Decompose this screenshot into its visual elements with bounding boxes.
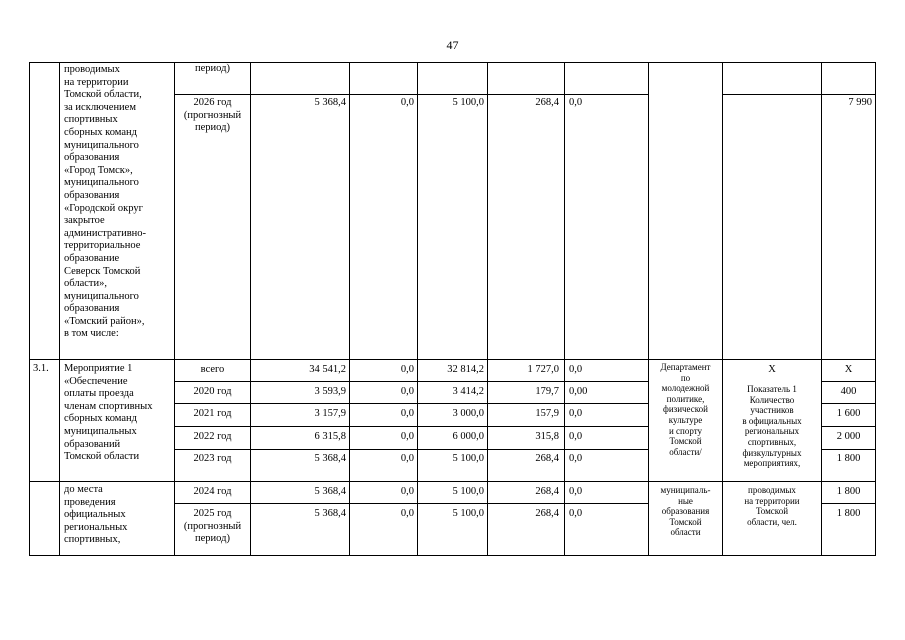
- grid-line: [174, 503, 648, 504]
- regional-cell: 3 000,0: [452, 408, 484, 419]
- indicator-value-cell: 1 600: [836, 408, 861, 419]
- grid-line: [821, 426, 876, 427]
- grid-line: [29, 359, 876, 360]
- measure-name: проводимых на территории Томской области, за исключением спортивных сборных команд муниципального образования «Город Томск», муниципального образования «Городской округ закрытое административно- территориальное образование Северск Томской области», муниципального образования «Томский район», в том числе:: [64, 64, 147, 340]
- extra-cell: 0,0: [569, 453, 583, 464]
- regional-cell: 5 100,0: [452, 486, 484, 497]
- period-cell: всего: [200, 364, 225, 375]
- grid-line: [174, 381, 648, 382]
- page-number: 47: [446, 38, 459, 52]
- grid-line: [821, 503, 876, 504]
- indicator-value-cell: Х: [844, 364, 853, 375]
- indicator-value-cell: 400: [840, 386, 857, 397]
- extra-cell: 0,0: [569, 408, 583, 419]
- regional-cell: 5 100,0: [452, 97, 484, 108]
- indicator-description: Показатель 1 Количество участников в официальных региональных спортивных, физкультурных мероприятиях,: [742, 384, 802, 469]
- local-cell: 179,7: [535, 386, 559, 397]
- local-cell: 268,4: [535, 453, 559, 464]
- indicator-value-cell: 1 800: [836, 453, 861, 464]
- local-cell: 315,8: [535, 431, 559, 442]
- executor-cell: муниципаль- ные образования Томской области: [660, 485, 711, 538]
- period-cell: 2020 год: [193, 386, 232, 397]
- row-number: 3.1.: [33, 363, 49, 374]
- local-cell: 157,9: [535, 408, 559, 419]
- measure-name: Мероприятие 1 «Обеспечение оплаты проезда членам спортивных сборных команд муниципальных образований Томской области: [64, 363, 153, 463]
- local-cell: 268,4: [535, 508, 559, 519]
- local-cell: 268,4: [535, 97, 559, 108]
- grid-line: [29, 62, 876, 63]
- extra-cell: 0,0: [569, 97, 583, 108]
- total-cell: 5 368,4: [314, 486, 346, 497]
- grid-line: [821, 403, 876, 404]
- extra-cell: 0,0: [569, 486, 583, 497]
- regional-cell: 5 100,0: [452, 453, 484, 464]
- indicator-value-cell: 7 990: [848, 97, 872, 108]
- federal-cell: 0,0: [400, 364, 414, 375]
- grid-line: [821, 381, 876, 382]
- period-cell: 2021 год: [193, 408, 232, 419]
- regional-cell: 5 100,0: [452, 508, 484, 519]
- federal-cell: 0,0: [400, 508, 414, 519]
- grid-line: [174, 94, 648, 95]
- local-cell: 268,4: [535, 486, 559, 497]
- indicator-name-cell: Х: [768, 364, 776, 375]
- measure-name: до места проведения официальных региональных спортивных,: [64, 484, 128, 546]
- grid-line: [29, 555, 876, 556]
- indicator-value-cell: 1 800: [836, 486, 861, 497]
- regional-cell: 6 000,0: [452, 431, 484, 442]
- budget-table: [29, 62, 876, 556]
- extra-cell: 0,0: [569, 431, 583, 442]
- period-cell: период): [195, 63, 230, 74]
- indicator-value-cell: 1 800: [836, 508, 861, 519]
- period-cell: 2023 год: [193, 453, 232, 464]
- extra-cell: 0,00: [569, 386, 588, 397]
- grid-line: [29, 481, 876, 482]
- federal-cell: 0,0: [400, 486, 414, 497]
- total-cell: 5 368,4: [314, 508, 346, 519]
- federal-cell: 0,0: [400, 408, 414, 419]
- total-cell: 3 157,9: [314, 408, 346, 419]
- federal-cell: 0,0: [400, 453, 414, 464]
- regional-cell: 3 414,2: [452, 386, 484, 397]
- total-cell: 6 315,8: [314, 431, 346, 442]
- period-cell: 2024 год: [193, 486, 232, 497]
- total-cell: 5 368,4: [314, 97, 346, 108]
- period-cell: 2022 год: [193, 431, 232, 442]
- indicator-description: проводимых на территории Томской области, чел.: [744, 485, 800, 527]
- total-cell: 34 541,2: [309, 364, 346, 375]
- grid-line: [174, 426, 648, 427]
- regional-cell: 32 814,2: [447, 364, 484, 375]
- grid-line: [722, 94, 876, 95]
- federal-cell: 0,0: [400, 386, 414, 397]
- federal-cell: 0,0: [400, 431, 414, 442]
- total-cell: 3 593,9: [314, 386, 346, 397]
- grid-line: [174, 449, 648, 450]
- indicator-value-cell: 2 000: [836, 431, 861, 442]
- period-cell: 2025 год (прогнозный период): [183, 508, 242, 545]
- extra-cell: 0,0: [569, 364, 583, 375]
- period-cell: 2026 год (прогнозный период): [183, 97, 242, 134]
- federal-cell: 0,0: [400, 97, 414, 108]
- grid-line: [821, 449, 876, 450]
- executor-cell: Департамент по молодежной политике, физической культуре и спорту Томской области/: [660, 362, 711, 457]
- total-cell: 5 368,4: [314, 453, 346, 464]
- local-cell: 1 727,0: [527, 364, 559, 375]
- extra-cell: 0,0: [569, 508, 583, 519]
- grid-line: [174, 403, 648, 404]
